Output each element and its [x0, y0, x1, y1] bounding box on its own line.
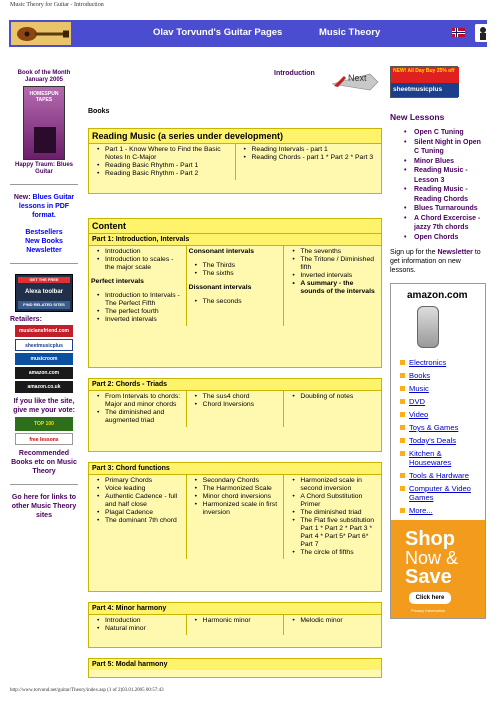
part1-col2	[186, 246, 284, 326]
amazon-link[interactable]: Computer & Video Games	[397, 482, 485, 504]
phone-product-image[interactable]	[417, 306, 439, 348]
amazon-category-list	[397, 356, 485, 517]
part2-col2	[186, 391, 284, 427]
newsletter-signup: Sign up for the Newsletter to get information on new lessons.	[390, 249, 481, 274]
top-sites-badge[interactable]: TOP 100	[15, 417, 73, 431]
part4-col2	[186, 615, 284, 635]
section-title[interactable]: Music Theory	[319, 27, 381, 38]
list-item[interactable]: • Silent Night in Open C Tuning	[390, 138, 486, 157]
reading-left-column	[89, 144, 235, 180]
blues-pdf-link[interactable]: Blues Guitar lessons in PDF format.	[18, 194, 75, 219]
amazon-uk-logo[interactable]: amazon.co.uk	[15, 381, 73, 393]
list-item[interactable]: • Reading Intervals - part 1	[238, 146, 380, 154]
list-item[interactable]: • Minor Blues	[390, 157, 486, 167]
list-item[interactable]: • Introduction to scales - the major scale	[91, 256, 184, 272]
next-label: Next	[348, 73, 367, 83]
list-item[interactable]: • The sixths	[189, 270, 282, 278]
list-item[interactable]: • From Intervals to chords: Major and minor chords	[91, 393, 184, 409]
list-item[interactable]: • Reading Basic Rhythm - Part 2	[91, 170, 233, 178]
list-item[interactable]: • The perfect fourth	[91, 308, 184, 316]
amazon-link[interactable]: Toys & Games	[397, 421, 485, 434]
recommended-books-link[interactable]: Recommended Books etc on Music Theory	[11, 450, 77, 475]
list-item[interactable]: • Harmonized scale in first inversion	[189, 501, 282, 517]
book-caption[interactable]: Happy Traum: Blues Guitar	[14, 162, 73, 175]
language-uk-icon[interactable]	[475, 24, 491, 42]
site-title[interactable]: Olav Torvund's Guitar Pages	[153, 27, 283, 38]
reading-music-title: Reading Music (a series under development)	[89, 129, 381, 143]
list-item[interactable]: • The diminished and augmented triad	[91, 409, 184, 425]
content-title: Content	[89, 219, 381, 233]
musiciansfriend-logo[interactable]: musiciansfriend.com	[15, 325, 73, 337]
sheetmusicplus-ad[interactable]: NEW! All Day Buy 25% off sheetmusicplus	[390, 66, 458, 98]
newsletter-signup-link[interactable]: Newsletter	[437, 249, 473, 256]
list-item[interactable]: • A Chord Substitution Primer	[286, 493, 379, 509]
list-item[interactable]: • A summary - the sounds of the intervals	[286, 280, 379, 296]
list-item[interactable]: • Minor chord inversions	[189, 493, 282, 501]
list-item[interactable]: • Plagal Cadence	[91, 509, 184, 517]
divider	[10, 263, 78, 264]
new-books-link[interactable]: New Books	[25, 238, 63, 245]
alexa-toolbar-banner[interactable]: GET THE FREE Alexa toolbar FIND RELATED SITES	[15, 274, 73, 312]
part2-header: Part 2: Chords - Triads	[89, 379, 381, 391]
list-item[interactable]: • The Thirds	[189, 262, 282, 270]
list-item[interactable]: • The sus4 chord	[189, 393, 282, 401]
new-lessons-title: New Lessons	[390, 112, 445, 122]
next-arrow-icon[interactable]	[330, 70, 380, 94]
part1-header: Part 1: Introduction, Intervals	[89, 233, 381, 246]
list-item[interactable]: • Reading Music - Lesson 3	[390, 166, 486, 185]
amazon-link[interactable]: Books	[397, 369, 485, 382]
guitar-logo-icon[interactable]	[11, 22, 71, 45]
part2-col3	[283, 391, 381, 427]
list-item[interactable]: • Reading Chords - part 1 * Part 2 * Part 3	[238, 154, 380, 162]
perfect-intervals-heading: Perfect intervals	[91, 278, 144, 285]
part4-panel	[88, 602, 382, 648]
vote-text: If you like the site, give me your vote:	[13, 398, 75, 414]
amazon-link[interactable]: Electronics	[397, 356, 485, 369]
amazon-link[interactable]: Today's Deals	[397, 434, 485, 447]
reading-right-column	[235, 144, 382, 180]
list-item[interactable]: • Introduction to Intervals - The Perfect Fifth	[91, 292, 184, 308]
amazon-link[interactable]: Music	[397, 382, 485, 395]
part3-col3	[283, 475, 381, 559]
part4-header: Part 4: Minor harmony	[89, 603, 381, 615]
list-item[interactable]: • The Flat five substitution Part 1 * Part 2 * Part 3 * Part 4 * Part 5* Part 6* Part 7	[286, 517, 379, 549]
other-sites-link[interactable]: Go here for links to other Music Theory sites	[11, 494, 77, 519]
new-pdf-notice: New: Blues Guitar lessons in PDF format.	[13, 194, 75, 219]
new-lessons-list	[390, 128, 486, 242]
bestsellers-link[interactable]: Bestsellers	[25, 229, 63, 236]
list-item[interactable]: • A Chord Excercise - jazzy 7th chords	[390, 214, 486, 233]
sheetmusicplus-logo[interactable]: sheetmusicplus	[15, 339, 73, 351]
list-item[interactable]: • The Tritone / Diminished fifth	[286, 256, 379, 272]
shop-now-banner[interactable]: Shop Now & Save Click here Privacy Information	[391, 520, 485, 618]
list-item[interactable]: • The seconds	[189, 298, 282, 306]
part3-header: Part 3: Chord functions	[89, 463, 381, 475]
retailers-label: Retailers:	[10, 316, 42, 323]
part5-header: Part 5: Modal harmony	[89, 659, 381, 670]
part1-col3	[283, 246, 381, 326]
divider	[10, 184, 78, 185]
amazon-logo[interactable]: amazon.com	[407, 290, 468, 301]
list-item[interactable]: • The dominant 7th chord	[91, 517, 184, 525]
list-item[interactable]: • Open Chords	[390, 233, 486, 243]
list-item[interactable]: • Natural minor	[91, 625, 184, 633]
list-item[interactable]: • Primary Chords	[91, 477, 184, 485]
list-item[interactable]: • Part 1 - Know Where to Find the Basic Notes In C-Major	[91, 146, 233, 162]
amazon-link[interactable]: Video	[397, 408, 485, 421]
list-item[interactable]: • The diminished triad	[286, 509, 379, 517]
part4-col1	[89, 615, 186, 635]
books-label: Books	[88, 108, 110, 115]
list-item[interactable]: • Open C Tuning	[390, 128, 486, 138]
consonant-intervals-heading: Consonant intervals	[188, 248, 255, 255]
content-panel	[88, 218, 382, 368]
free-lessons-badge[interactable]: free lessons	[15, 433, 73, 445]
list-item[interactable]: • Chord Inversions	[189, 401, 282, 409]
list-item[interactable]: • Blues Turnarounds	[390, 204, 486, 214]
part2-col1	[89, 391, 186, 427]
list-item[interactable]: • Reading Music - Reading Chords	[390, 185, 486, 204]
book-of-month-label: Book of the Month January 2005	[17, 70, 71, 83]
list-item[interactable]: • Introduction	[91, 617, 184, 625]
musicroom-logo[interactable]: musicroom	[15, 353, 73, 365]
list-item[interactable]: • Authentic Cadence - full and half close	[91, 493, 184, 509]
part4-col3	[283, 615, 381, 635]
divider	[10, 484, 78, 485]
part3-col2	[186, 475, 284, 559]
list-item[interactable]: • Harmonic minor	[189, 617, 282, 625]
list-item[interactable]: • Inverted intervals	[91, 316, 184, 324]
introduction-link[interactable]: Introduction	[274, 70, 315, 77]
list-item[interactable]: • Secondary Chords	[189, 477, 282, 485]
part1-col1	[89, 246, 186, 326]
right-sidebar	[390, 66, 486, 619]
part3-panel	[88, 462, 382, 592]
print-footer: http://www.torvund.net/guitar/Theory/index.asp (1 of 2)03.01.2005 00:57:43	[10, 688, 164, 693]
list-item[interactable]: • Reading Basic Rhythm - Part 1	[91, 162, 233, 170]
part3-col1	[89, 475, 186, 559]
amazon-link[interactable]: Tools & Hardware	[397, 469, 485, 482]
amazon-link[interactable]: Kitchen & Housewares	[397, 447, 485, 469]
norway-flag-icon[interactable]	[452, 28, 465, 37]
amazon-com-logo[interactable]: amazon.com	[15, 367, 73, 379]
list-item[interactable]: • Harmonized scale in second inversion	[286, 477, 379, 493]
print-header: Music Theory for Guitar - Introduction	[10, 2, 104, 8]
book-cover-image[interactable]: HOMESPUN TAPES	[23, 86, 65, 160]
newsletter-link[interactable]: Newsletter	[26, 247, 62, 254]
list-item[interactable]: • Doubling of notes	[286, 393, 379, 401]
amazon-ad	[390, 283, 486, 619]
part2-panel	[88, 378, 382, 452]
part5-panel	[88, 658, 382, 678]
dissonant-intervals-heading: Dissonant intervals	[188, 284, 252, 291]
reading-music-panel	[88, 128, 382, 194]
amazon-link[interactable]: DVD	[397, 395, 485, 408]
list-item[interactable]: • The sevenths	[286, 248, 379, 256]
left-sidebar	[10, 70, 78, 520]
list-item[interactable]: • Inverted intervals	[286, 272, 379, 280]
click-here-button[interactable]: Click here	[409, 592, 451, 604]
list-item[interactable]: • The circle of fifths	[286, 549, 379, 557]
list-item[interactable]: • Melodic minor	[286, 617, 379, 625]
list-item[interactable]: • Voice leading	[91, 485, 184, 493]
list-item[interactable]: • Introduction	[91, 248, 184, 256]
list-item[interactable]: • The Harmonized Scale	[189, 485, 282, 493]
amazon-link[interactable]: More...	[397, 504, 485, 517]
site-banner	[9, 20, 487, 47]
